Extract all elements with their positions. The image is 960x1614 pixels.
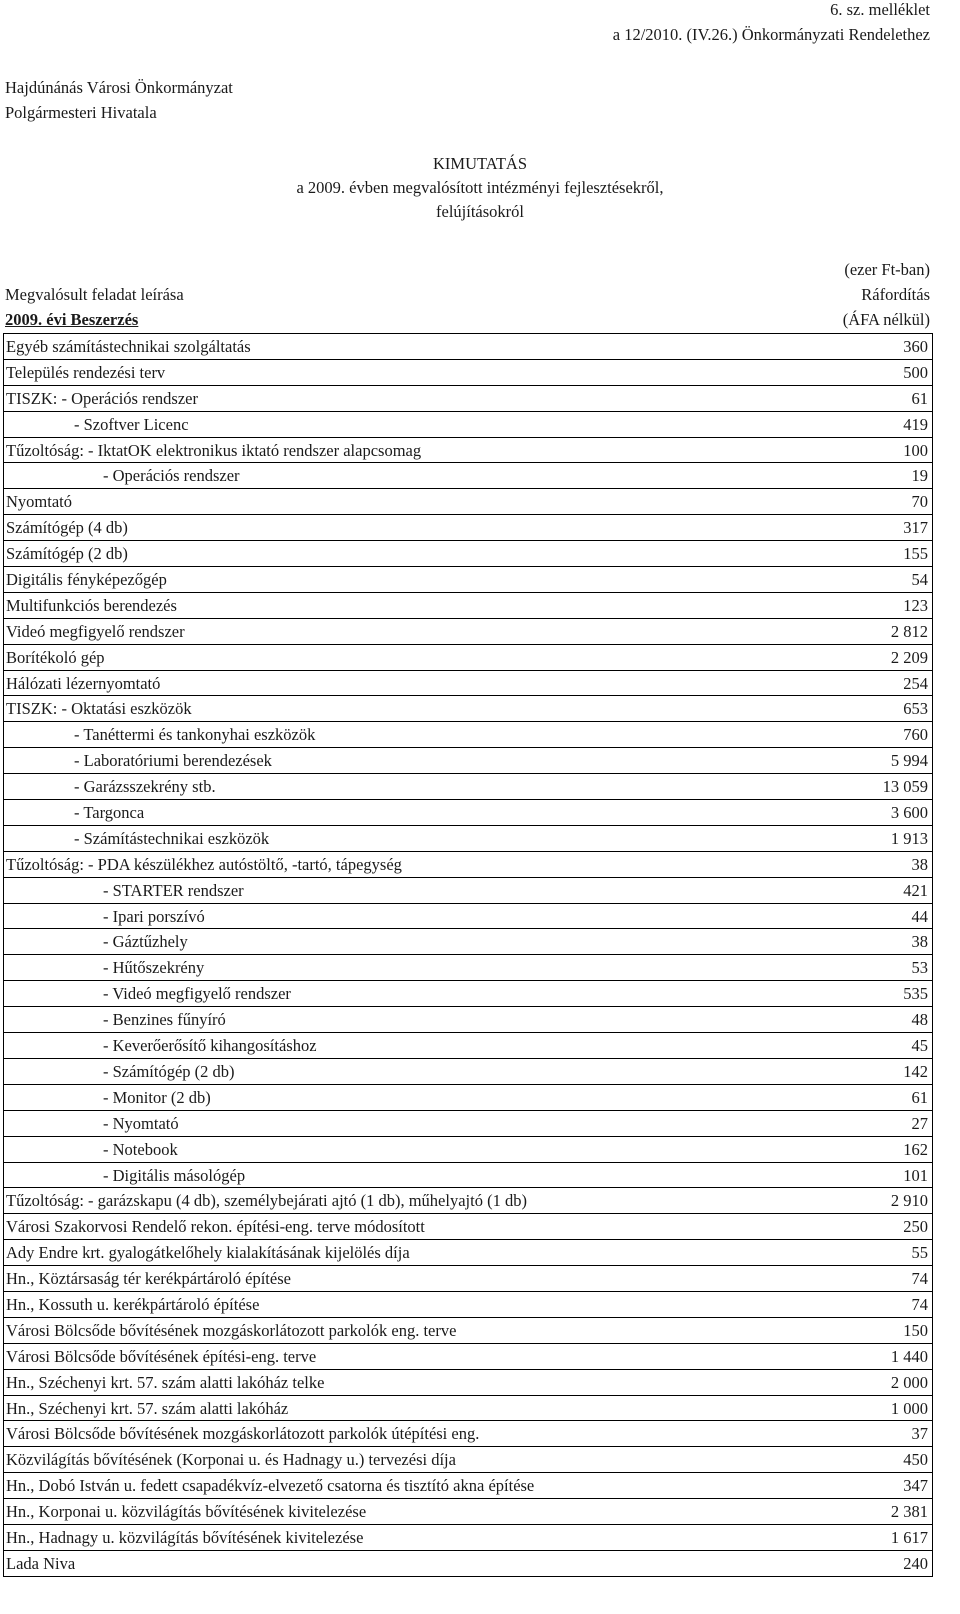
row-description: Borítékoló gép xyxy=(6,647,105,667)
table-row xyxy=(4,1370,932,1396)
row-description: - Ipari porszívó xyxy=(103,906,205,926)
row-cost-value: 155 xyxy=(903,544,928,564)
row-description: - Notebook xyxy=(103,1139,178,1159)
table-row xyxy=(4,929,932,955)
table-row xyxy=(4,386,932,412)
table-row xyxy=(4,852,932,878)
table-row xyxy=(4,463,932,489)
row-description: - Tanéttermi és tankonyhai eszközök xyxy=(74,725,316,745)
row-description: - Laboratóriumi berendezések xyxy=(74,751,272,771)
table-row xyxy=(4,334,932,360)
row-description: Hálózati lézernyomtató xyxy=(6,673,161,693)
expenditure-table xyxy=(3,333,933,1577)
row-description: Lada Niva xyxy=(6,1553,76,1573)
row-cost-value: 54 xyxy=(911,570,928,590)
table-row xyxy=(4,412,932,438)
row-description: TISZK: - Oktatási eszközök xyxy=(6,699,192,719)
row-cost-value: 240 xyxy=(903,1553,928,1573)
row-cost-value: 1 617 xyxy=(890,1527,928,1547)
row-cost-value: 653 xyxy=(903,699,928,719)
row-cost-value: 2 812 xyxy=(890,621,928,641)
table-row xyxy=(4,1499,932,1525)
column-header-cost-note: (ÁFA nélkül) xyxy=(842,310,930,329)
table-row xyxy=(4,1137,932,1163)
row-description: Városi Bölcsőde bővítésének építési-eng. terve xyxy=(6,1346,317,1366)
row-cost-value: 162 xyxy=(903,1139,928,1159)
table-row xyxy=(4,1525,932,1551)
row-description: Videó megfigyelő rendszer xyxy=(6,621,185,641)
table-row xyxy=(4,1473,932,1499)
table-row xyxy=(4,619,932,645)
document-subtitle-line2: felújításokról xyxy=(436,202,524,221)
row-cost-value: 19 xyxy=(911,466,928,486)
row-description: Városi Bölcsőde bővítésének mozgáskorlátozott parkolók útépítési eng. xyxy=(6,1424,480,1444)
row-description: Közvilágítás bővítésének (Korponai u. és Hadnagy u.) tervezési díja xyxy=(6,1450,456,1470)
row-description: Városi Bölcsőde bővítésének mozgáskorlátozott parkolók eng. terve xyxy=(6,1320,457,1340)
row-cost-value: 55 xyxy=(911,1243,928,1263)
row-description: Hn., Korponai u. közvilágítás bővítésének kivitelezése xyxy=(6,1502,367,1522)
document-title-block xyxy=(0,152,960,224)
row-cost-value: 48 xyxy=(911,1010,928,1030)
table-row xyxy=(4,593,932,619)
table-row xyxy=(4,748,932,774)
table-row xyxy=(4,1111,932,1137)
row-description: - Számítástechnikai eszközök xyxy=(74,828,270,848)
row-cost-value: 254 xyxy=(903,673,928,693)
row-description: - Hűtőszekrény xyxy=(103,958,205,978)
table-row xyxy=(4,1085,932,1111)
row-description: - Keverőerősítő kihangosításhoz xyxy=(103,1036,317,1056)
row-description: Számítógép (2 db) xyxy=(6,544,128,564)
row-cost-value: 450 xyxy=(903,1450,928,1470)
table-row xyxy=(4,1007,932,1033)
row-description: - Gáztűzhely xyxy=(103,932,188,952)
row-description: Hn., Dobó István u. fedett csapadékvíz-elvezető csatorna és tisztító akna építése xyxy=(6,1476,535,1496)
table-row xyxy=(4,1447,932,1473)
table-row xyxy=(4,981,932,1007)
table-row xyxy=(4,878,932,904)
row-description: Hn., Széchenyi krt. 57. szám alatti lakóház telke xyxy=(6,1372,325,1392)
row-cost-value: 150 xyxy=(903,1320,928,1340)
row-description: - Garázsszekrény stb. xyxy=(74,777,216,797)
row-cost-value: 74 xyxy=(911,1294,928,1314)
table-row xyxy=(4,774,932,800)
row-cost-value: 360 xyxy=(903,337,928,356)
row-description: - Monitor (2 db) xyxy=(103,1087,211,1107)
row-description: Tűzoltóság: - IktatOK elektronikus iktató rendszer alapcsomag xyxy=(6,440,422,460)
row-cost-value: 2 910 xyxy=(890,1191,928,1211)
row-cost-value: 1 000 xyxy=(890,1398,928,1418)
table-row xyxy=(4,1059,932,1085)
row-cost-value: 535 xyxy=(903,984,928,1004)
table-row xyxy=(4,1240,932,1266)
table-row xyxy=(4,541,932,567)
table-row xyxy=(4,1033,932,1059)
table-row xyxy=(4,904,932,930)
table-row xyxy=(4,1163,932,1189)
table-row xyxy=(4,722,932,748)
row-cost-value: 13 059 xyxy=(882,777,928,797)
row-description: Tűzoltóság: - PDA készülékhez autóstöltő, -tartó, tápegység xyxy=(6,854,402,874)
table-row xyxy=(4,1188,932,1214)
table-row xyxy=(4,1318,932,1344)
table-row xyxy=(4,489,932,515)
row-cost-value: 38 xyxy=(911,932,928,952)
row-cost-value: 37 xyxy=(911,1424,928,1444)
row-cost-value: 1 913 xyxy=(890,828,928,848)
row-cost-value: 2 381 xyxy=(890,1502,928,1522)
row-cost-value: 61 xyxy=(911,388,928,408)
row-description: - Számítógép (2 db) xyxy=(103,1061,235,1081)
row-description: Hn., Köztársaság tér kerékpártároló építése xyxy=(6,1269,291,1289)
row-cost-value: 2 000 xyxy=(890,1372,928,1392)
organization-name: Hajdúnánás Városi Önkormányzat xyxy=(5,78,233,97)
row-description: Település rendezési terv xyxy=(6,362,166,382)
document-title: KIMUTATÁS xyxy=(432,154,527,173)
row-cost-value: 53 xyxy=(911,958,928,978)
row-description: Nyomtató xyxy=(6,492,72,512)
section-heading-text: 2009. évi Beszerzés xyxy=(5,310,139,329)
row-cost-value: 3 600 xyxy=(890,803,928,823)
row-cost-value: 142 xyxy=(903,1061,928,1081)
row-cost-value: 100 xyxy=(903,440,928,460)
table-row xyxy=(4,567,932,593)
table-row xyxy=(4,800,932,826)
document-subtitle-line1: a 2009. évben megvalósított intézményi fejlesztésekről, xyxy=(296,178,664,197)
table-row xyxy=(4,1214,932,1240)
table-row xyxy=(4,696,932,722)
decree-reference: a 12/2010. (IV.26.) Önkormányzati Rendelethez xyxy=(612,25,930,44)
row-description: Tűzoltóság: - garázskapu (4 db), személybejárati ajtó (1 db), műhelyajtó (1 db) xyxy=(6,1191,527,1211)
row-description: Multifunkciós berendezés xyxy=(6,595,177,615)
row-description: - Operációs rendszer xyxy=(103,466,240,486)
row-description: Digitális fényképezőgép xyxy=(6,570,167,590)
table-row xyxy=(4,1396,932,1422)
row-description: - STARTER rendszer xyxy=(103,880,244,900)
row-cost-value: 70 xyxy=(911,492,928,512)
table-row xyxy=(4,1292,932,1318)
column-header-description: Megvalósult feladat leírása xyxy=(5,285,184,304)
row-cost-value: 1 440 xyxy=(890,1346,928,1366)
row-cost-value: 44 xyxy=(911,906,928,926)
row-cost-value: 38 xyxy=(911,854,928,874)
table-row xyxy=(4,515,932,541)
organization-office: Polgármesteri Hivatala xyxy=(5,103,157,122)
table-row xyxy=(4,438,932,464)
row-description: - Szoftver Licenc xyxy=(74,414,189,434)
table-row xyxy=(4,826,932,852)
table-row xyxy=(4,671,932,697)
table-row xyxy=(4,1551,932,1577)
row-cost-value: 419 xyxy=(903,414,928,434)
unit-label: (ezer Ft-ban) xyxy=(844,260,930,279)
row-cost-value: 760 xyxy=(903,725,928,745)
row-cost-value: 347 xyxy=(903,1476,928,1496)
row-description: Városi Szakorvosi Rendelő rekon. építési-eng. terve módosított xyxy=(6,1217,425,1237)
row-cost-value: 123 xyxy=(903,595,928,615)
row-description: - Benzines fűnyíró xyxy=(103,1010,226,1030)
row-cost-value: 2 209 xyxy=(890,647,928,667)
row-cost-value: 317 xyxy=(903,518,928,538)
row-description: Ady Endre krt. gyalogátkelőhely kialakításának kijelölés díja xyxy=(6,1243,410,1263)
table-row xyxy=(4,1421,932,1447)
row-cost-value: 27 xyxy=(911,1113,928,1133)
row-cost-value: 101 xyxy=(903,1165,928,1185)
table-row xyxy=(4,1266,932,1292)
row-cost-value: 61 xyxy=(911,1087,928,1107)
row-description: Hn., Kossuth u. kerékpártároló építése xyxy=(6,1294,260,1314)
row-cost-value: 421 xyxy=(903,880,928,900)
table-row xyxy=(4,1344,932,1370)
table-row xyxy=(4,645,932,671)
section-heading xyxy=(5,310,138,330)
row-description: TISZK: - Operációs rendszer xyxy=(6,388,198,408)
row-cost-value: 250 xyxy=(903,1217,928,1237)
row-cost-value: 5 994 xyxy=(890,751,928,771)
row-description: Egyéb számítástechnikai szolgáltatás xyxy=(6,337,251,356)
row-description: Hn., Széchenyi krt. 57. szám alatti lakóház xyxy=(6,1398,289,1418)
row-description: - Digitális másológép xyxy=(103,1165,246,1185)
row-cost-value: 500 xyxy=(903,362,928,382)
table-row xyxy=(4,360,932,386)
row-cost-value: 74 xyxy=(911,1269,928,1289)
row-description: - Nyomtató xyxy=(103,1113,179,1133)
table-row xyxy=(4,955,932,981)
row-description: Hn., Hadnagy u. közvilágítás bővítésének kivitelezése xyxy=(6,1527,364,1547)
annex-label: 6. sz. melléklet xyxy=(830,0,930,19)
row-description: - Targonca xyxy=(74,803,145,823)
row-cost-value: 45 xyxy=(911,1036,928,1056)
row-description: Számítógép (4 db) xyxy=(6,518,128,538)
row-description: - Videó megfigyelő rendszer xyxy=(103,984,291,1004)
column-header-cost: Ráfordítás xyxy=(861,285,930,304)
